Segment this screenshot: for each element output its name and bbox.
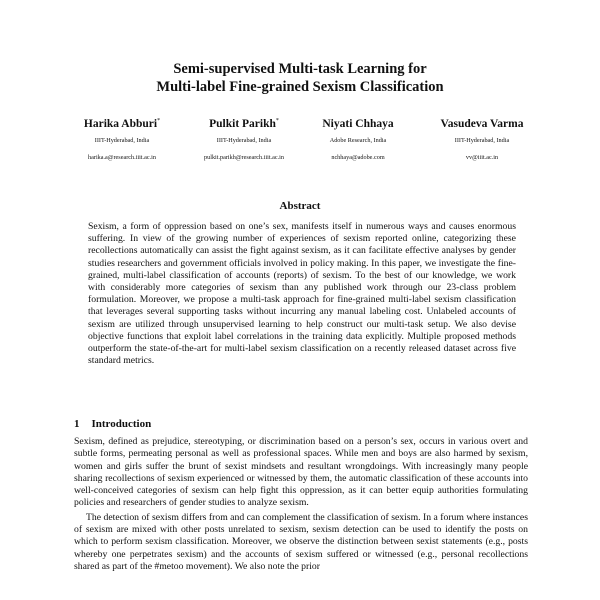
author-affiliation: IIIT-Hyderabad, India: [94, 136, 150, 144]
author-name: Niyati Chhaya: [322, 117, 394, 130]
author-name: Pulkit Parikh*: [209, 117, 279, 130]
abstract-body: [88, 221, 516, 367]
title-line-2: Multi-label Fine-grained Sexism Classification: [156, 79, 444, 95]
author-block: [288, 114, 428, 162]
author-email: vv@iiit.ac.in: [465, 153, 499, 161]
author-name: Vasudeva Varma: [440, 117, 524, 130]
author-email: nchhaya@adobe.com: [331, 153, 385, 161]
intro-paragraph-1: Sexism, defined as prejudice, stereotyping, or discrimination based on a person’s sex, occurs in various overt and subtle forms, permeating personal as well as professional spaces. While men and boys are also harmed by sexism, women and girls suffer the brunt of sexist mindsets and resultant wrongdoings. With increasingly many people sharing recollections of sexism experienced or witnessed by them, the automatic classification of these accounts into well-conceived categories of sexism can help fight this oppression, as it can better equip authorities formulating policies and researchers of gender studies to analyze sexism.: [74, 436, 528, 509]
abstract-text: Sexism, a form of oppression based on one’s sex, manifests itself in numerous ways and causes enormous suffering. In view of the growing number of experiences of sexism reported online, categorizing these recollections automatically can assist the fight against sexism, as it can facilitate effective analyses by gender studies researchers and government officials involved in policy making. In this paper, we investigate the fine-grained, multi-label classification of accounts (reports) of sexism. To the best of our knowledge, we work with considerably more categories of sexism than any published work through our 23-class problem formulation. Moreover, we propose a multi-task approach for fine-grained multi-label sexism classification that leverages several supporting tasks without incurring any manual labeling cost. Unlabeled accounts of sexism are utilized through unsupervised learning to help construct our multi-task setup. We also devise objective functions that exploit label correlations in the training data explicitly. Multiple proposed methods outperform the state-of-the-art for multi-label sexism classification on a recently released dataset across five standard metrics.: [88, 221, 516, 367]
author-affiliation: Adobe Research, India: [329, 136, 387, 144]
section-title: Introduction: [91, 418, 152, 430]
title-line-1: Semi-supervised Multi-task Learning for: [173, 61, 427, 77]
section-number: 1: [74, 418, 80, 430]
introduction-body: [74, 436, 528, 573]
author-name: Harika Abburi*: [83, 117, 161, 130]
author-email: harika.a@research.iiit.ac.in: [88, 153, 156, 161]
intro-paragraph-2: The detection of sexism differs from and can complement the classification of sexism. In a forum where instances of sexism are mixed with other posts unrelated to sexism, sexism detection can be used to identify the posts on which to perform sexism classification. Moreover, we observe the distinction between sexist statements (e.g., posts whereby one perpetrates sexism) and the accounts of sexism suffered or witnessed (e.g., personal recollections shared as part of the #metoo movement). We also note the prior: [74, 511, 528, 572]
abstract-heading: Abstract: [279, 200, 321, 212]
author-affiliation: IIIT-Hyderabad, India: [454, 136, 510, 144]
author-email: pulkit.parikh@research.iiit.ac.in: [204, 153, 284, 161]
paper-title: [0, 60, 600, 96]
section-heading: [74, 418, 151, 430]
author-block: [412, 114, 552, 162]
author-affiliation: IIIT-Hyderabad, India: [216, 136, 272, 144]
author-block: [52, 114, 192, 162]
